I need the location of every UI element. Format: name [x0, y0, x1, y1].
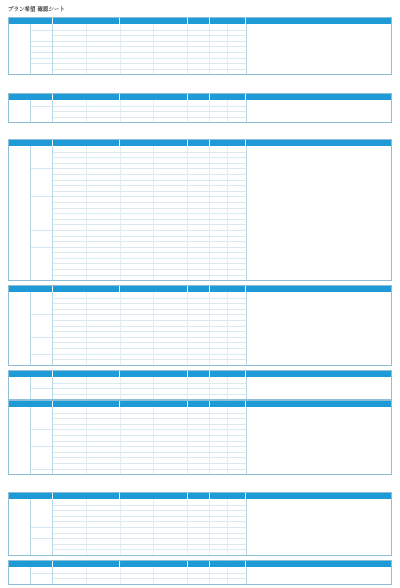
table-cell [87, 550, 121, 555]
subcategory-cell [31, 196, 52, 230]
table-cell [121, 70, 155, 75]
table-cell [210, 118, 228, 123]
table-cell [154, 276, 188, 281]
table-cell [228, 70, 246, 75]
subcategory-cell [31, 337, 52, 354]
table-block [8, 139, 392, 281]
subcategory-cell [31, 30, 52, 41]
table-cell [188, 70, 210, 75]
table-cell [210, 395, 228, 400]
subcategory-cell [31, 407, 52, 429]
table-cell [87, 395, 121, 400]
table-cell [121, 360, 155, 365]
table-cell [87, 360, 121, 365]
table-cell [87, 276, 121, 281]
table-cell [188, 360, 210, 365]
table-cell [87, 70, 121, 75]
table-cell [210, 550, 228, 555]
table-cell [121, 470, 155, 475]
table-cell [228, 118, 246, 123]
table-cell [154, 550, 188, 555]
subcategory-cell [31, 247, 52, 281]
table-cell [210, 579, 228, 584]
table-cell [188, 395, 210, 400]
table-row [53, 359, 246, 365]
notes-column [247, 100, 391, 122]
notes-column [247, 499, 391, 555]
subcategory-cell [31, 469, 52, 475]
table-cell [154, 579, 188, 584]
table-cell [228, 395, 246, 400]
category-cell [9, 146, 31, 280]
table-cell [154, 70, 188, 75]
table-cell [228, 276, 246, 281]
table-cell [121, 579, 155, 584]
subcategory-cell [31, 230, 52, 247]
table-cell [154, 360, 188, 365]
table-block [8, 400, 392, 475]
table-cell [188, 579, 210, 584]
table-cell [188, 550, 210, 555]
table-block [8, 492, 392, 556]
table-cell [53, 550, 87, 555]
subcategory-cell [31, 168, 52, 196]
table-cell [188, 276, 210, 281]
notes-column [247, 292, 391, 365]
category-cell [9, 499, 31, 555]
table-cell [210, 470, 228, 475]
notes-column [247, 407, 391, 474]
table-cell [53, 276, 87, 281]
table-cell [210, 276, 228, 281]
table-cell [121, 276, 155, 281]
table-cell [121, 395, 155, 400]
table-cell [53, 395, 87, 400]
category-cell [9, 407, 31, 474]
category-cell [9, 567, 31, 584]
subcategory-cell [31, 314, 52, 336]
table-row [53, 469, 246, 475]
table-cell [87, 579, 121, 584]
table-cell [210, 70, 228, 75]
table-row [53, 578, 246, 584]
notes-column [247, 24, 391, 74]
subcategory-cell [31, 106, 52, 123]
table-row [53, 394, 246, 400]
table-block [8, 285, 392, 366]
table-cell [188, 470, 210, 475]
table-cell [154, 118, 188, 123]
table-row [53, 117, 246, 123]
table-cell [53, 360, 87, 365]
table-cell [228, 360, 246, 365]
subcategory-cell [31, 527, 52, 538]
table-row [53, 549, 246, 555]
subcategory-cell [31, 292, 52, 314]
table-cell [53, 70, 87, 75]
table-cell [53, 579, 87, 584]
notes-column [247, 146, 391, 280]
table-row [53, 69, 246, 75]
table-cell [87, 470, 121, 475]
table-cell [53, 118, 87, 123]
notes-column [247, 567, 391, 584]
table-cell [228, 579, 246, 584]
table-block [8, 93, 392, 123]
table-cell [154, 395, 188, 400]
table-cell [228, 470, 246, 475]
subcategory-cell [31, 388, 52, 399]
category-cell [9, 100, 31, 122]
subcategory-cell [31, 377, 52, 388]
subcategory-cell [31, 354, 52, 365]
table-cell [228, 550, 246, 555]
subcategory-cell [31, 573, 52, 584]
category-cell [9, 377, 31, 399]
page-title: プラン希望 確認シート [8, 7, 65, 13]
subcategory-cell [31, 63, 52, 74]
table-row [53, 275, 246, 281]
subcategory-cell [31, 446, 52, 468]
subcategory-cell [31, 429, 52, 446]
table-cell [154, 470, 188, 475]
table-block [8, 17, 392, 75]
notes-column [247, 377, 391, 399]
table-cell [87, 118, 121, 123]
table-cell [53, 470, 87, 475]
subcategory-cell [31, 538, 52, 555]
subcategory-cell [31, 146, 52, 168]
subcategory-cell [31, 499, 52, 527]
category-cell [9, 24, 31, 74]
table-cell [210, 360, 228, 365]
table-block [8, 560, 392, 585]
table-cell [121, 550, 155, 555]
table-cell [188, 118, 210, 123]
table-cell [121, 118, 155, 123]
table-block [8, 370, 392, 400]
category-cell [9, 292, 31, 365]
